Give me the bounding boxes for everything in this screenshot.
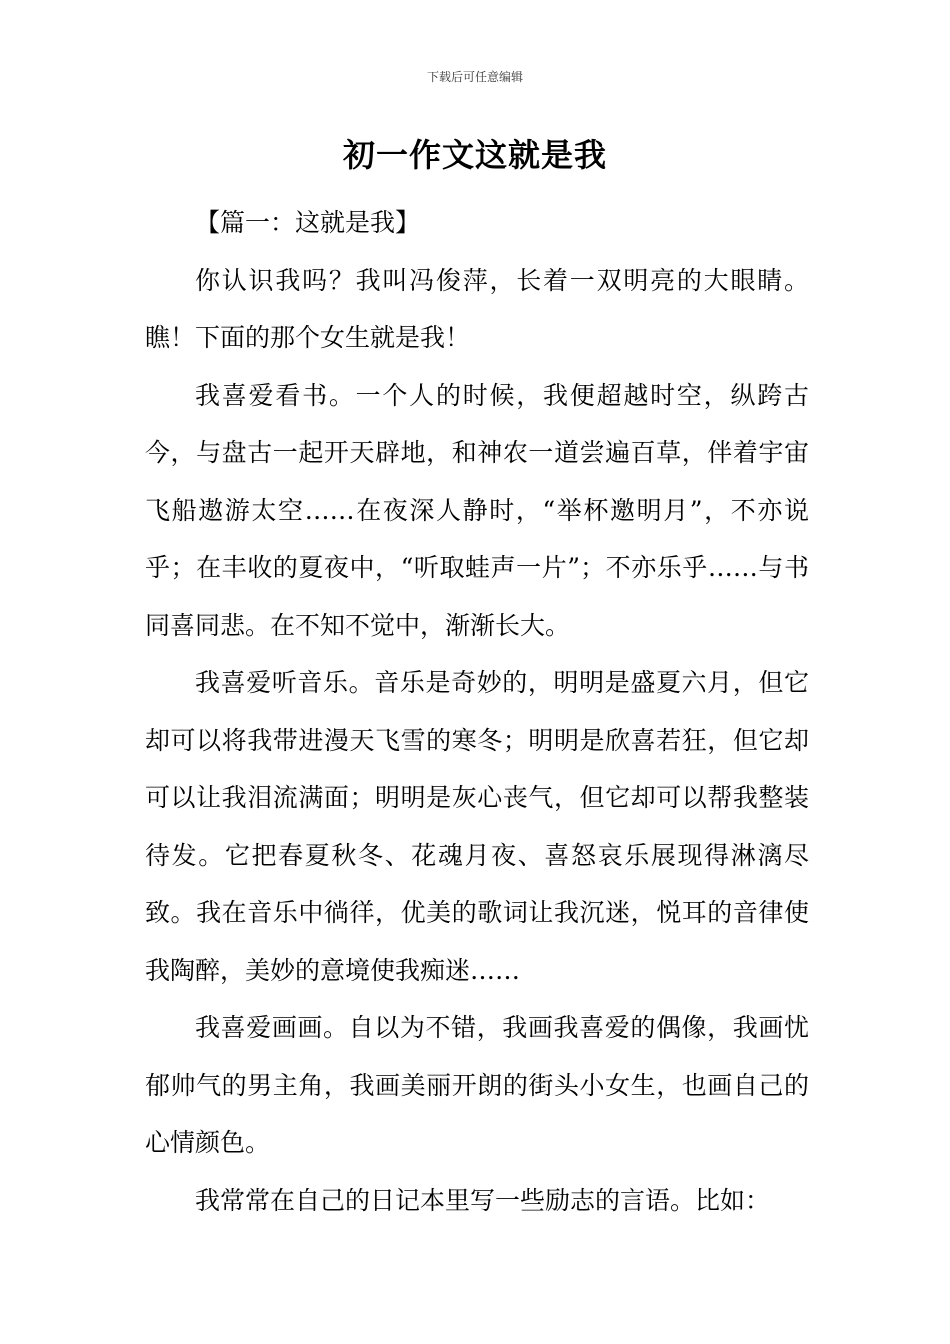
paragraph-intro: 你认识我吗？我叫冯俊萍，长着一双明亮的大眼睛。瞧！下面的那个女生就是我！ [145,265,809,352]
paragraph-diary: 我常常在自己的日记本里写一些励志的言语。比如： [195,1185,771,1215]
paragraph-drawing: 我喜爱画画。自以为不错，我画我喜爱的偶像，我画忧郁帅气的男主角，我画美丽开朗的街头小女生，也画自己的心情颜色。 [145,1013,809,1157]
header-note: 下载后可任意编辑 [426,70,523,84]
essay-body [145,194,809,1229]
paragraph-reading: 我喜爱看书。一个人的时候，我便超越时空，纵跨古今，与盘古一起开天辟地，和神农一道尝遍百草，伴着宇宙飞船遨游太空……在夜深人静时，“举杯邀明月”，不亦说乎；在丰收的夏夜中，“听取蛙声一片”；不亦乐乎……与书同喜同悲。在不知不觉中，渐渐长大。 [145,380,809,640]
essay-title: 初一作文这就是我 [342,136,607,174]
paragraph-music: 我喜爱听音乐。音乐是奇妙的，明明是盛夏六月，但它却可以将我带进漫天飞雪的寒冬；明明是欣喜若狂，但它却可以让我泪流满面；明明是灰心丧气，但它却可以帮我整装待发。它把春夏秋冬、花魂月夜、喜怒哀乐展现得淋漓尽致。我在音乐中徜徉，优美的歌词让我沉迷，悦耳的音律使我陶醉，美妙的意境使我痴迷…… [145,668,809,985]
section-heading: 【篇一：这就是我】 [195,208,421,237]
